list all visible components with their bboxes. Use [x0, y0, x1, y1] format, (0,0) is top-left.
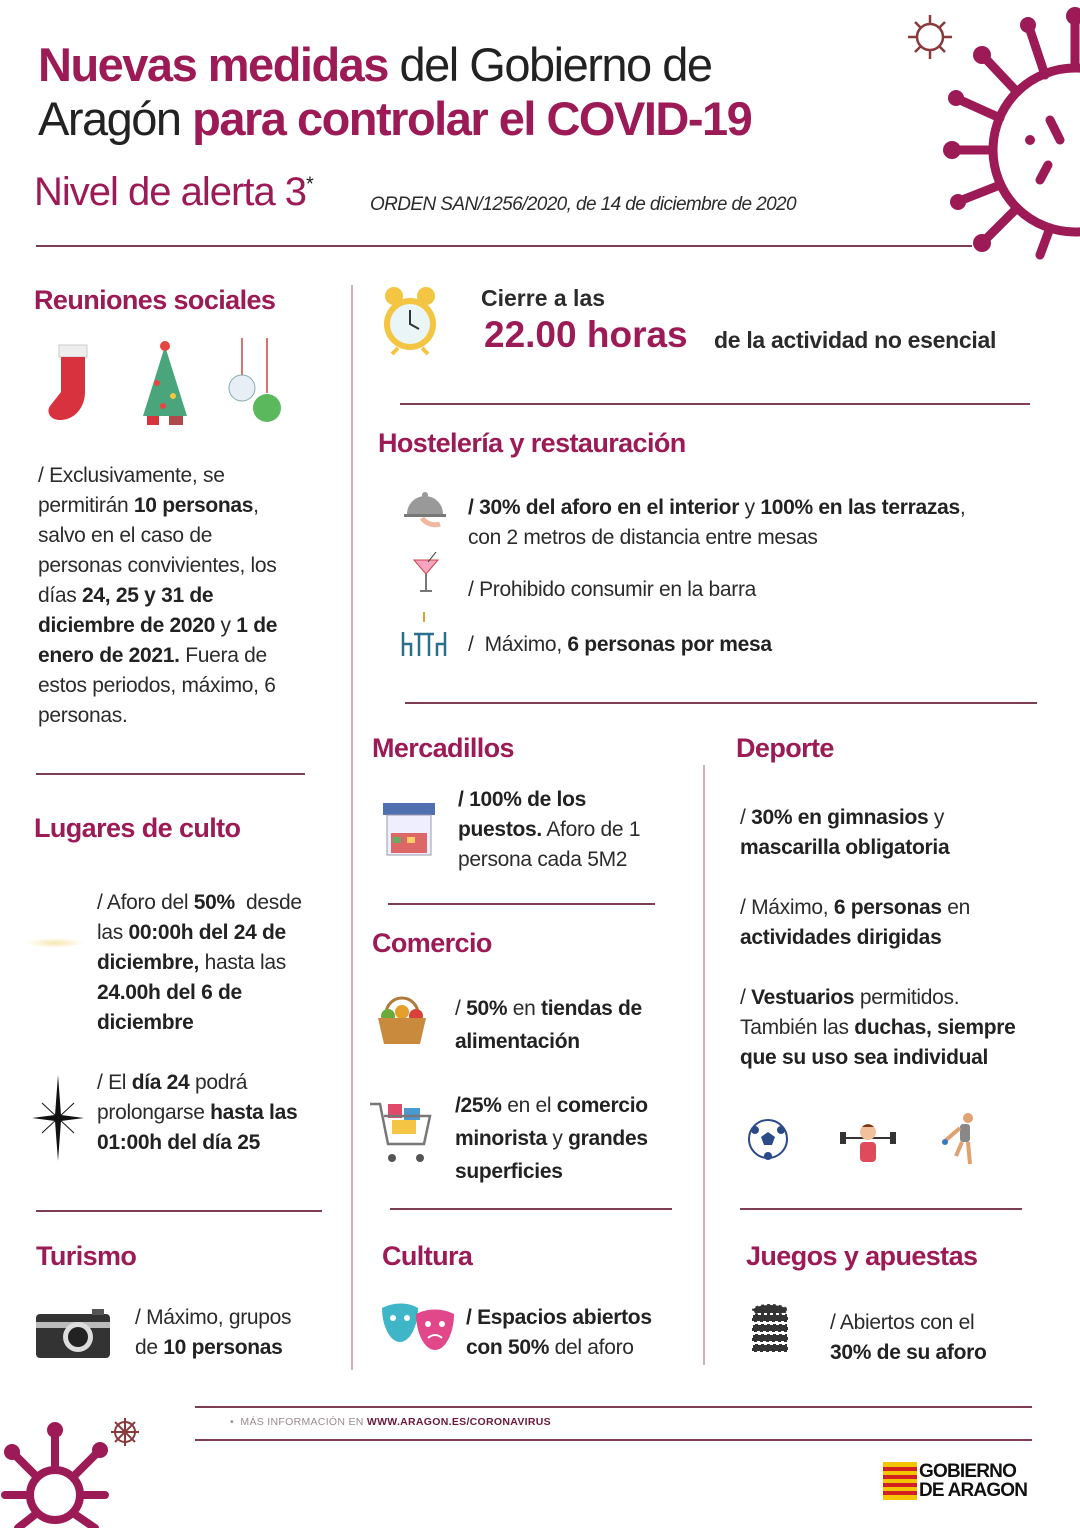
text-segment: / [455, 997, 467, 1020]
text-segment: diciembre, [97, 951, 200, 974]
text-segment: duchas, siempre [854, 1016, 1016, 1039]
text-segment: desde [234, 891, 302, 914]
camera-icon [36, 1308, 110, 1358]
text-segment: 50% [466, 997, 508, 1020]
market-stall-icon [383, 803, 435, 857]
text-segment: y [739, 496, 761, 519]
heading-turismo: Turismo [36, 1241, 137, 1271]
text-segment: alimentación [455, 1030, 580, 1053]
text-segment: / Abiertos con el [830, 1311, 975, 1334]
alert-level [34, 170, 313, 215]
grocery-basket-icon [376, 992, 428, 1046]
text-segment: 30% en gimnasios [751, 806, 929, 829]
weightlifter-icon [838, 1118, 898, 1166]
text-line [455, 1089, 648, 1122]
soccer-ball-icon [747, 1118, 789, 1160]
text-segment: comercio [556, 1094, 648, 1117]
text-segment: superficies [455, 1160, 563, 1183]
closing-divider [400, 403, 1030, 405]
footer-info-link[interactable]: WWW.ARAGON.ES/CORONAVIRUS [366, 1416, 551, 1428]
text-line [740, 833, 949, 863]
text-segment: 100% en las terrazas [760, 496, 960, 519]
text-segment: Aragón [38, 92, 193, 145]
text-segment: en el [501, 1094, 557, 1117]
comercio-text-1 [455, 992, 642, 1058]
text-line [97, 918, 302, 948]
virus-icon-large [940, 0, 1080, 260]
logo-line1: GOBIERNO [919, 1461, 1017, 1482]
text-line [38, 641, 277, 671]
theater-masks-icon [380, 1302, 456, 1354]
text-segment: del aforo [549, 1336, 634, 1359]
text-line [740, 893, 970, 923]
text-line [468, 523, 965, 553]
juegos-text [830, 1308, 987, 1368]
hosteleria-text-3 [468, 630, 772, 660]
heading-reuniones: Reuniones sociales [34, 285, 276, 315]
text-line [468, 493, 965, 523]
virus-icon-small [905, 12, 955, 62]
text-line [38, 701, 277, 731]
shopping-cart-icon [368, 1100, 434, 1166]
text-segment: También las [740, 1016, 855, 1039]
text-segment: 00:00h del 24 de [128, 921, 286, 944]
text-line [458, 785, 640, 815]
text-segment: / 100% de los [458, 788, 586, 811]
text-line [466, 1333, 652, 1363]
text-segment: permitirán [38, 494, 134, 517]
hosteleria-text-1 [468, 493, 965, 553]
heading-cultura: Cultura [382, 1241, 473, 1271]
text-segment: diciembre [97, 1011, 194, 1034]
text-segment: y [546, 1127, 569, 1150]
text-segment: enero de 2021. [38, 644, 180, 667]
alert-asterisk: * [306, 173, 313, 196]
text-segment: puestos. [458, 818, 542, 841]
footer-info-prefix: MÁS INFORMACIÓN EN [240, 1416, 367, 1428]
column-divider-left [351, 285, 353, 1370]
heading-culto: Lugares de culto [34, 813, 241, 843]
text-segment: día 24 [131, 1071, 190, 1094]
text-line [455, 1155, 648, 1188]
text-line [740, 1013, 1016, 1043]
text-segment: para controlar el COVID-19 [192, 92, 752, 145]
heading-deporte: Deporte [736, 733, 834, 763]
text-segment: minorista [455, 1127, 547, 1150]
page-title-line1 [38, 38, 711, 92]
text-line [38, 461, 277, 491]
cultura-text [466, 1303, 652, 1363]
text-segment: , [959, 496, 966, 519]
text-segment: podrá [189, 1071, 248, 1094]
text-segment: Vestuarios [751, 986, 855, 1009]
text-segment: grandes [568, 1127, 648, 1150]
text-segment: y [215, 614, 237, 637]
text-segment: de [135, 1336, 164, 1359]
text-line [830, 1308, 987, 1338]
footer-divider-bottom [195, 1439, 1032, 1441]
hosteleria-text-2 [468, 575, 756, 605]
cocktail-icon [412, 552, 440, 594]
text-segment: 24, 25 y 31 de [82, 584, 214, 607]
text-line [38, 521, 277, 551]
text-segment: 10 personas [163, 1336, 283, 1359]
text-line [458, 815, 640, 845]
text-segment: 6 personas por mesa [567, 633, 772, 656]
text-segment: / Máximo, grupos [135, 1306, 292, 1329]
column-divider-right [703, 765, 705, 1365]
text-segment: con 50% [466, 1336, 550, 1359]
text-segment: / Exclusivamente, se [38, 464, 225, 487]
culto-text-2 [97, 1068, 297, 1158]
text-line [97, 1008, 302, 1038]
text-segment: permitidos. [854, 986, 960, 1009]
order-reference: ORDEN SAN/1256/2020, de 14 de diciembre de 2020 [370, 194, 796, 215]
text-segment: mascarilla obligatoria [740, 836, 950, 859]
deporte-text-1 [740, 803, 949, 863]
table-chairs-icon [400, 612, 448, 658]
text-segment: / 30% del aforo en el interior [468, 496, 740, 519]
text-segment: las [97, 921, 129, 944]
glow-sparkle-icon [25, 938, 85, 948]
christmas-tree-icon [135, 338, 195, 428]
text-segment: Aforo de 1 [541, 818, 641, 841]
page-title-line2 [38, 92, 751, 146]
aragon-flag-icon [883, 1462, 917, 1500]
text-line [38, 551, 277, 581]
star-sparkle-icon [32, 1075, 84, 1161]
text-line [97, 978, 302, 1008]
heading-mercadillos: Mercadillos [372, 733, 514, 763]
christmas-ornaments-icon [225, 338, 285, 428]
footer-info [230, 1416, 551, 1428]
text-segment: / Máximo, [740, 896, 834, 919]
text-segment: con 2 metros de distancia entre mesas [468, 526, 818, 549]
text-segment: hasta las [210, 1101, 298, 1124]
text-segment: , [253, 494, 259, 517]
culto-text-1 [97, 888, 302, 1038]
text-segment: diciembre de 2020 [38, 614, 215, 637]
turismo-text [135, 1303, 291, 1363]
text-segment: personas. [38, 704, 128, 727]
text-line [97, 1128, 297, 1158]
text-line [455, 1122, 648, 1155]
text-line [38, 611, 277, 641]
heading-hosteleria: Hostelería y restauración [378, 428, 686, 458]
mercadillos-text [458, 785, 640, 875]
alert-level-text: Nivel de alerta 3 [34, 170, 307, 214]
virus-icon-bottom [0, 1410, 150, 1528]
deporte-text-3 [740, 983, 1016, 1073]
reuniones-divider [36, 773, 305, 775]
text-segment: 6 personas [833, 896, 942, 919]
runner-icon [940, 1110, 980, 1170]
casino-chips-icon [748, 1302, 792, 1358]
closing-time: 22.00 horas [484, 314, 688, 355]
text-line [466, 1303, 652, 1333]
text-segment: persona cada 5M2 [458, 848, 628, 871]
text-segment: que su uso sea individual [740, 1046, 989, 1069]
text-line [135, 1303, 291, 1333]
text-segment: / Máximo, [468, 633, 568, 656]
text-line [135, 1333, 291, 1363]
text-segment: / El [97, 1071, 132, 1094]
text-segment: / Prohibido consumir en la barra [468, 578, 757, 601]
footer-divider-top [195, 1406, 1032, 1408]
text-line [97, 1068, 297, 1098]
comercio-text-2 [455, 1089, 648, 1188]
text-line [468, 630, 772, 660]
text-segment: / Aforo del [97, 891, 194, 914]
text-segment: 30% de su aforo [830, 1341, 987, 1364]
text-segment: 1 de [236, 614, 278, 637]
cloche-icon [404, 490, 446, 530]
mercadillos-divider [388, 903, 655, 905]
deporte-divider [740, 1208, 1022, 1210]
text-segment: Nuevas medidas [38, 38, 388, 91]
text-segment: / [740, 986, 752, 1009]
text-segment: personas convivientes, los [38, 554, 277, 577]
text-line [740, 803, 949, 833]
closing-rest: de la actividad no esencial [714, 327, 997, 353]
closing-intro: Cierre a las [481, 285, 606, 311]
heading-comercio: Comercio [372, 928, 492, 958]
header-divider [36, 245, 972, 247]
text-segment: actividades dirigidas [740, 926, 942, 949]
text-segment: en [941, 896, 971, 919]
text-line [38, 581, 277, 611]
alarm-clock-icon [380, 284, 440, 360]
text-segment: 01:00h del día 25 [97, 1131, 260, 1154]
text-line [830, 1338, 987, 1368]
text-line [97, 888, 302, 918]
text-line [38, 671, 277, 701]
text-segment: 10 personas [133, 494, 254, 517]
text-segment: /25% [455, 1094, 502, 1117]
text-line [455, 1025, 642, 1058]
text-segment: tiendas de [541, 997, 642, 1020]
deporte-text-2 [740, 893, 970, 953]
heading-juegos: Juegos y apuestas [746, 1241, 978, 1271]
text-segment: 50% [193, 891, 235, 914]
text-segment: del Gobierno de [387, 38, 712, 91]
logo-line2: DE ARAGON [919, 1480, 1028, 1501]
text-line [97, 1098, 297, 1128]
text-segment: / [740, 806, 752, 829]
text-segment: días [38, 584, 83, 607]
text-segment: hasta las [199, 951, 286, 974]
bullet: • [230, 1416, 241, 1428]
text-line [455, 992, 642, 1025]
text-line [740, 923, 970, 953]
text-segment: estos periodos, máximo, 6 [38, 674, 276, 697]
hosteleria-divider [405, 702, 1037, 704]
text-line [38, 491, 277, 521]
reuniones-text [38, 461, 277, 731]
culto-divider [36, 1210, 322, 1212]
text-line [97, 948, 302, 978]
text-segment: 24.00h del 6 de [97, 981, 242, 1004]
christmas-stocking-icon [44, 340, 99, 425]
text-segment: en [507, 997, 542, 1020]
text-line [468, 575, 756, 605]
comercio-divider [390, 1208, 672, 1210]
text-segment: prolongarse [97, 1101, 211, 1124]
text-segment: / Espacios abiertos [466, 1306, 652, 1329]
text-segment: Fuera de [179, 644, 267, 667]
text-line [740, 1043, 1016, 1073]
text-line [458, 845, 640, 875]
text-segment: salvo en el caso de [38, 524, 213, 547]
text-segment: y [928, 806, 945, 829]
text-line [740, 983, 1016, 1013]
